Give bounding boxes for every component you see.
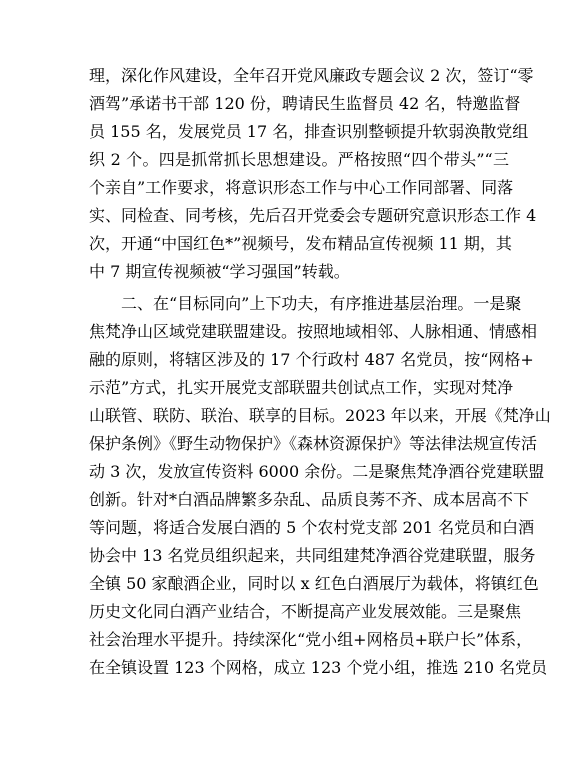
text-line: 融的原则，将辖区涉及的 17 个行政村 487 名党员，按“网格+ — [89, 350, 534, 369]
text-line: 次，开通“中国红色*”视频号，发布精品宣传视频 11 期，其 — [89, 234, 512, 253]
text-line: 社会治理水平提升。持续深化“党小组+网格员+联户长”体系， — [89, 630, 533, 649]
paragraph-1 — [89, 62, 537, 286]
text-line: 协会中 13 名党员组织起来，共同组建梵净酒谷党建联盟，服务 — [89, 546, 536, 565]
text-line: 织 2 个。四是抓常抓长思想建设。严格按照“四个带头”“三 — [89, 150, 509, 169]
text-line: 个亲自”工作要求，将意识形态工作与中心工作同部署、同落 — [89, 178, 514, 197]
paragraph-2 — [89, 290, 551, 682]
text-line: 实、同检查、同考核，先后召开党委会专题研究意识形态工作 4 — [89, 206, 537, 225]
text-line: 山联管、联防、联治、联享的目标。2023 年以来，开展《梵净山 — [89, 406, 551, 425]
text-line: 焦梵净山区域党建联盟建设。按照地域相邻、人脉相通、情感相 — [89, 322, 538, 341]
text-line: 在全镇设置 123 个网格，成立 123 个党小组，推选 210 名党员 — [89, 658, 548, 677]
document-page — [89, 62, 551, 682]
text-line: 员 155 名，发展党员 17 名，排查识别整顿提升软弱涣散党组 — [89, 122, 529, 141]
text-line: 保护条例》《野生动物保护》《森林资源保护》等法律法规宣传活 — [89, 434, 538, 453]
text-line: 全镇 50 家酿酒企业，同时以 x 红色白酒展厅为载体，将镇红色 — [89, 574, 539, 593]
text-line: 理，深化作风建设，全年召开党风廉政专题会议 2 次，签订“零 — [89, 66, 534, 85]
text-line: 二、在“目标同向”上下功夫，有序推进基层治理。一是聚 — [121, 294, 522, 313]
text-line: 酒驾”承诺书干部 120 份，聘请民生监督员 42 名，特邀监督 — [89, 94, 521, 113]
text-line: 等问题，将适合发展白酒的 5 个农村党支部 201 名党员和白酒 — [89, 518, 535, 537]
text-line: 历史文化同白酒产业结合，不断提高产业发展效能。三是聚焦 — [89, 602, 522, 621]
text-line: 动 3 次，发放宣传资料 6000 余份。二是聚焦梵净酒谷党建联盟 — [89, 462, 545, 481]
text-line: 创新。针对*白酒品牌繁多杂乱、品质良莠不齐、成本居高不下 — [89, 490, 530, 509]
text-line: 中 7 期宣传视频被“学习强国”转载。 — [89, 262, 350, 281]
text-line: 示范”方式，扎实开展党支部联盟共创试点工作，实现对梵净 — [89, 378, 514, 397]
